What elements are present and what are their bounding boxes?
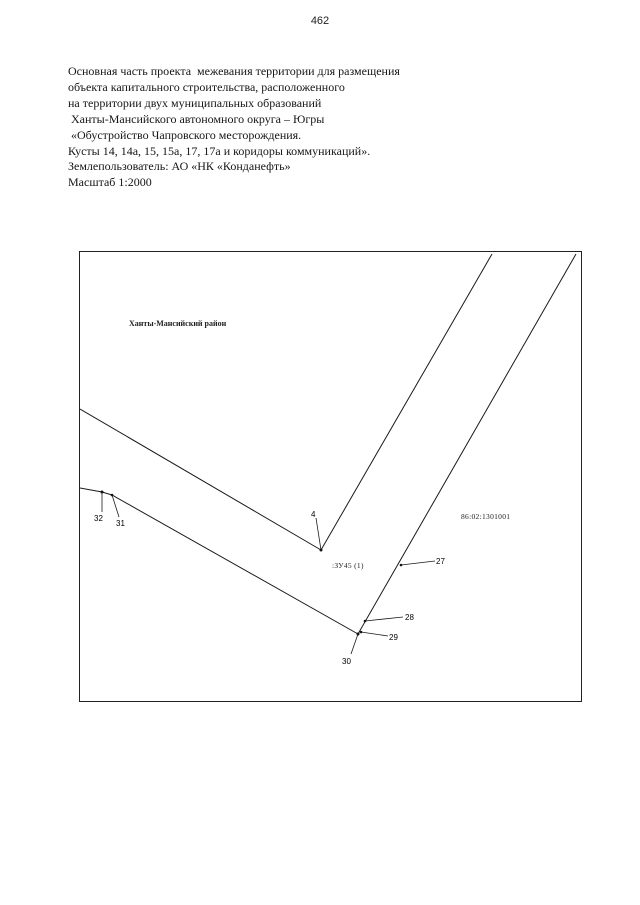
leader-lines (102, 492, 435, 654)
document-header (68, 64, 488, 191)
leader-28 (365, 617, 403, 621)
leader-29 (361, 632, 388, 636)
boundary-lines (80, 254, 576, 634)
header-line-6: Кусты 14, 14а, 15, 15а, 17, 17а и коридоры коммуникаций». (68, 143, 371, 158)
point-label-27: 27 (436, 557, 445, 566)
point-label-32: 32 (94, 514, 103, 523)
leader-4 (316, 518, 321, 550)
point-label-28: 28 (405, 613, 414, 622)
header-line-3: на территории двух муниципальных образований (68, 95, 322, 110)
page-number: 462 (310, 15, 330, 27)
header-line-1: Основная часть проекта межевания территории для размещения (68, 64, 400, 78)
point-label-30: 30 (342, 657, 351, 666)
lower-boundary-line (80, 254, 576, 634)
header-line-7: Землепользователь: АО «НК «Конданефть» (68, 159, 291, 174)
header-line-5: «Обустройство Чапровского месторождения. (68, 127, 302, 142)
header-line-scale: Масштаб 1:2000 (68, 175, 152, 190)
upper-boundary-line (80, 254, 492, 550)
point-label-4: 4 (311, 510, 316, 519)
cadastral-quarter-label: 86:02:1301001 (461, 512, 511, 521)
map-frame (79, 251, 582, 702)
region-label: Ханты-Мансийский район (129, 319, 227, 328)
header-line-2: объекта капитального строительства, расположенного (68, 79, 345, 94)
point-label-31: 31 (116, 519, 125, 528)
parcel-label: :ЗУ45 (1) (332, 561, 364, 570)
point-label-29: 29 (389, 633, 398, 642)
leader-30 (351, 634, 358, 654)
leader-27 (401, 561, 435, 565)
cadastral-map (80, 252, 583, 703)
header-line-4: Ханты-Мансийского автономного округа – Югры (68, 111, 325, 126)
